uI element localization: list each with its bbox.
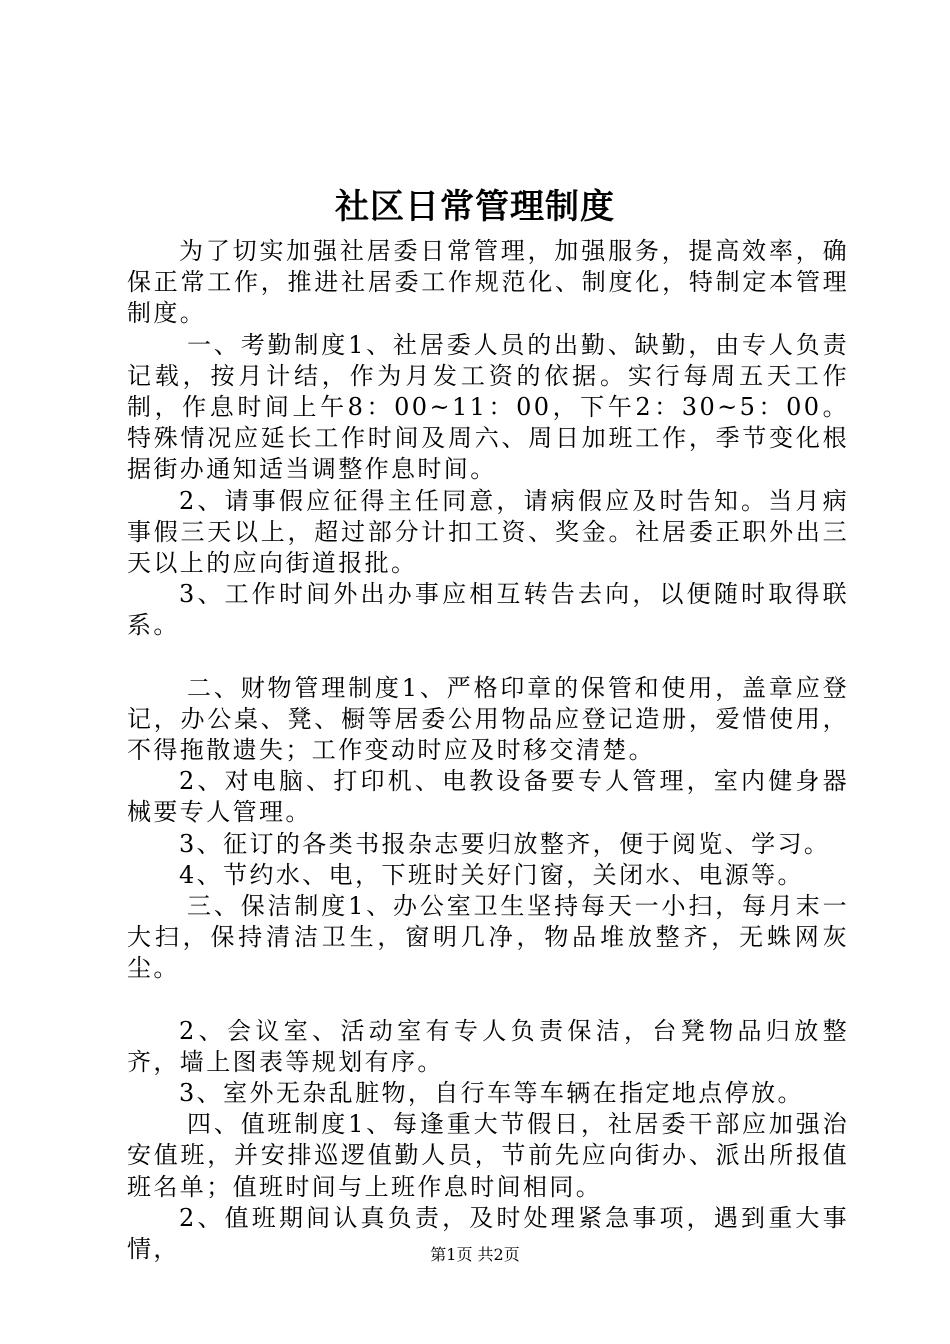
- paragraph-property-2: 2、对电脑、打印机、电教设备要专人管理，室内健身器械要专人管理。: [127, 767, 849, 827]
- paragraph-property-4: 4、节约水、电，下班时关好门窗，关闭水、电源等。: [179, 860, 804, 889]
- document-body: [127, 236, 849, 1265]
- page-title: 社区日常管理制度: [335, 187, 615, 227]
- paragraph-intro: 为了切实加强社居委日常管理，加强服务，提高效率，确保正常工作，推进社居委工作规范化、制度化，特制定本管理制度。: [127, 237, 849, 328]
- paragraph-cleaning-2: 2、会议室、活动室有专人负责保洁，台凳物品归放整齐，墙上图表等规划有序。: [127, 1016, 849, 1076]
- paragraph-property-3: 3、征订的各类书报杂志要归放整齐，便于阅览、学习。: [179, 829, 831, 858]
- paragraph-gap: [127, 985, 849, 1016]
- paragraph-duty-1: 四、值班制度1、每逢重大节假日，社居委干部应加强治安值班，并安排巡逻值勤人员，节前先应向街办、派出所报值班名单；值班时间与上班作息时间相同。: [127, 1110, 849, 1201]
- paragraph-cleaning-1: 三、保洁制度1、办公室卫生坚持每天一小扫，每月末一大扫，保持清洁卫生，窗明几净，物品堆放整齐，无蛛网灰尘。: [127, 892, 849, 983]
- paragraph-property-1: 二、财物管理制度1、严格印章的保管和使用，盖章应登记，办公桌、凳、橱等居委公用物品应登记造册，爱惜使用，不得拖散遗失；工作变动时应及时移交清楚。: [127, 673, 849, 765]
- paragraph-attendance-3: 3、工作时间外出办事应相互转告去向，以便随时取得联系。: [127, 580, 849, 640]
- paragraph-attendance-2: 2、请事假应征得主任同意，请病假应及时告知。当月病事假三天以上，超过部分计扣工资、奖金。社居委正职外出三天以上的应向街道报批。: [127, 486, 849, 578]
- page-number: 第1页 共2页: [430, 1245, 520, 1264]
- paragraph-cleaning-3: 3、室外无杂乱脏物，自行车等车辆在指定地点停放。: [179, 1079, 804, 1108]
- paragraph-duty-2: 2、值班期间认真负责，及时处理紧急事项，遇到重大事情，: [127, 1203, 849, 1264]
- paragraph-attendance-1: 一、考勤制度1、社居委人员的出勤、缺勤，由专人负责记载，按月计结，作为月发工资的依据。实行每周五天工作制，作息时间上午8：00~11：00，下午2：30~5：00。特殊情况应延长工作时间及周六、周日加班工作，季节变化根据街办通知适当调整作息时间。: [127, 330, 849, 484]
- paragraph-gap: [127, 642, 849, 673]
